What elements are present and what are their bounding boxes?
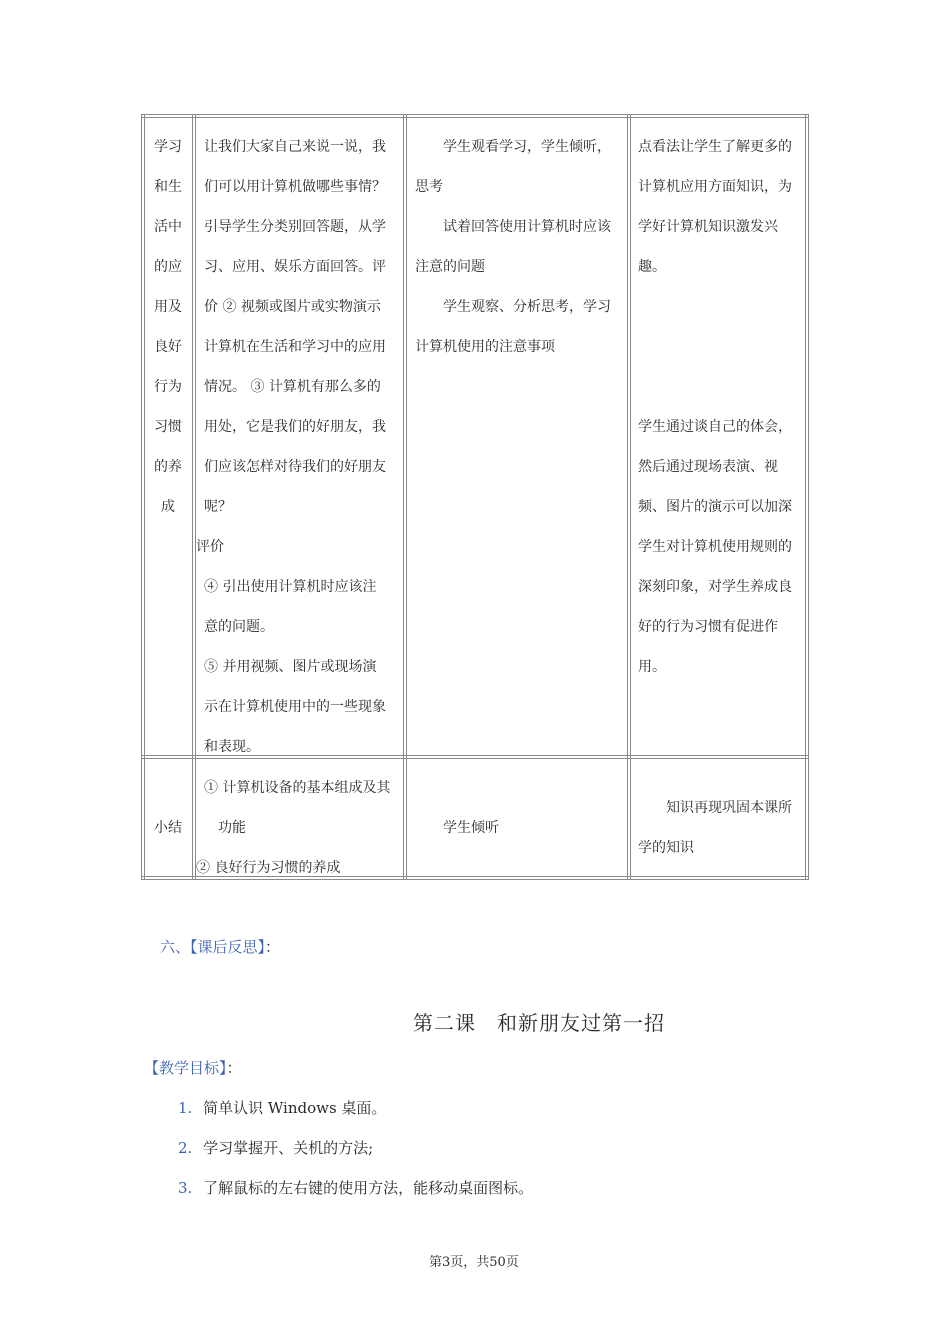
teacher-line: 计算机在生活和学习中的应用 — [204, 339, 386, 355]
topic-line: 活中 — [154, 219, 182, 235]
student-line: 计算机使用的注意事项 — [415, 339, 555, 355]
teacher-line: ⑤ 并用视频、图片或现场演 — [204, 659, 377, 675]
objective-text: 简单认识 Windows 桌面。 — [203, 1099, 387, 1117]
intent-line: 深刻印象，对学生养成良 — [638, 579, 792, 595]
objective-item — [178, 1137, 373, 1158]
teacher-line: 引导学生分类别回答题，从学 — [204, 219, 386, 235]
intent-line: 用。 — [638, 659, 666, 675]
objective-number: 2. — [178, 1139, 193, 1157]
objectives-suffix: ： — [226, 1059, 242, 1077]
teacher-line: 情况。 ③ 计算机有那么多的 — [204, 379, 381, 395]
summary-point: ① 计算机设备的基本组成及其 — [204, 780, 391, 796]
topic-line: 习惯 — [154, 419, 182, 435]
objective-number: 3. — [178, 1179, 193, 1197]
intent-line: 好的行为习惯有促进作 — [638, 619, 778, 635]
objective-text: 学习掌握开、关机的方法; — [203, 1139, 374, 1157]
objective-number: 1. — [178, 1099, 193, 1117]
teacher-line: 和表现。 — [204, 739, 260, 755]
teacher-line: ④ 引出使用计算机时应该注 — [204, 579, 377, 595]
page-footer: 第3页，共50页 — [429, 1255, 519, 1270]
summary-label: 小结 — [154, 820, 182, 836]
topic-line: 良好 — [154, 339, 182, 355]
topic-line: 的养 — [154, 459, 182, 475]
teacher-line: 用处，它是我们的好朋友，我 — [204, 419, 386, 435]
teacher-line: 们应该怎样对待我们的好朋友 — [204, 459, 386, 475]
intent-line: 学好计算机知识激发兴 — [638, 219, 778, 235]
summary-student: 学生倾听 — [443, 820, 499, 836]
teacher-line: 示在计算机使用中的一些现象 — [204, 699, 386, 715]
intent-line: 学生对计算机使用规则的 — [638, 539, 792, 555]
student-line: 思考 — [415, 179, 443, 195]
topic-line: 成 — [161, 499, 175, 515]
summary-intent: 知识再现巩固本课所 — [666, 800, 792, 816]
objective-text: 了解鼠标的左右键的使用方法，能移动桌面图标。 — [203, 1179, 534, 1197]
topic-line: 学习 — [154, 139, 182, 155]
topic-line: 的应 — [154, 259, 182, 275]
student-line: 注意的问题 — [415, 259, 485, 275]
student-line: 学生观察、分析思考，学习 — [443, 299, 611, 315]
teacher-line: 习、应用、娱乐方面回答。评 — [204, 259, 386, 275]
intent-line: 然后通过现场表演、视 — [638, 459, 778, 475]
intent-line: 趣。 — [638, 259, 666, 275]
reflection-label: 【课后反思】 — [190, 938, 266, 956]
topic-line: 行为 — [154, 379, 182, 395]
intent-line: 频、图片的演示可以加深 — [638, 499, 792, 515]
teacher-line: 价 ② 视频或图片或实物演示 — [204, 299, 381, 315]
reflection-heading — [160, 936, 280, 957]
objective-item — [178, 1097, 386, 1118]
evaluation-label: 评价 — [196, 539, 224, 555]
student-line: 学生观看学习，学生倾听， — [443, 139, 611, 155]
lesson-title: 第二课 和新朋友过第一招 — [413, 1011, 665, 1035]
objectives-heading — [144, 1057, 242, 1078]
teacher-line: 呢？ — [204, 499, 232, 515]
student-line: 试着回答使用计算机时应该 — [443, 219, 611, 235]
reflection-suffix: ： — [265, 938, 281, 956]
topic-line: 和生 — [154, 179, 182, 195]
objectives-label: 【教学目标】 — [144, 1059, 227, 1077]
summary-point: 功能 — [218, 820, 246, 836]
teacher-line: 意的问题。 — [204, 619, 274, 635]
teacher-line: 让我们大家自己来说一说，我 — [204, 139, 386, 155]
topic-line: 用及 — [154, 299, 182, 315]
reflection-prefix: 六、 — [160, 938, 191, 956]
summary-point: ② 良好行为习惯的养成 — [196, 860, 341, 876]
intent-line: 点看法让学生了解更多的 — [638, 139, 792, 155]
intent-line: 计算机应用方面知识，为 — [638, 179, 792, 195]
objective-item — [178, 1177, 533, 1198]
intent-line: 学生通过谈自己的体会， — [638, 419, 792, 435]
teacher-line: 们可以用计算机做哪些事情？ — [204, 179, 386, 195]
summary-intent: 学的知识 — [638, 840, 694, 856]
